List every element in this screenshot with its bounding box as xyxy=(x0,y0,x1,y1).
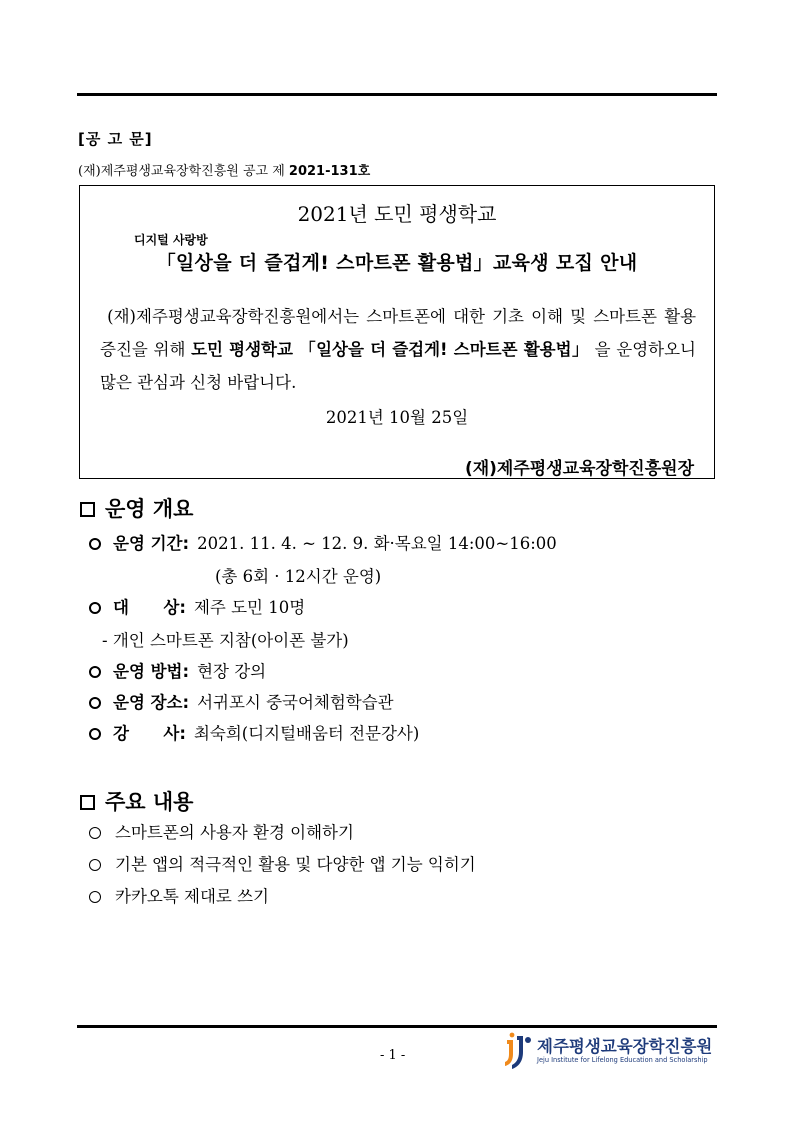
notice-number-value: 2021-131호 xyxy=(288,164,371,179)
section-contents-heading xyxy=(80,786,193,816)
box-small-label: 디지털 사랑방 xyxy=(134,233,208,247)
overview-target-row xyxy=(89,594,305,618)
list-item xyxy=(89,819,354,843)
list-item xyxy=(89,851,476,875)
top-rule xyxy=(77,93,717,96)
logo-name: 제주평생교육장학진흥원 xyxy=(537,1037,713,1056)
lecturer-label: 강 사: xyxy=(113,724,186,743)
circle-bullet-icon xyxy=(89,891,101,903)
notice-number-prefix: (재)제주평생교육장학진흥원 공고 제 xyxy=(78,164,289,179)
circle-bullet-icon xyxy=(89,666,101,678)
period-value: 2021. 11. 4. ~ 12. 9. 화·목요일 14:00~16:00 xyxy=(197,534,557,553)
institute-logo xyxy=(503,1032,718,1072)
section-overview-title: 운영 개요 xyxy=(105,497,194,521)
circle-bullet-icon xyxy=(89,827,101,839)
overview-place-row xyxy=(89,689,394,713)
box-title: 2021년 도민 평생학교 xyxy=(297,202,497,226)
place-label: 운영 장소: xyxy=(113,693,190,712)
method-value: 현장 강의 xyxy=(197,662,267,681)
box-date: 2021년 10월 25일 xyxy=(325,408,469,427)
list-item xyxy=(89,883,269,907)
box-headline: 「일상을 더 즐겁게! 스마트폰 활용법」교육생 모집 안내 xyxy=(156,252,638,274)
box-body-text-2: 을 운영하오니 많은 관심과 신청 바랍니다. xyxy=(100,340,696,392)
method-label: 운영 방법: xyxy=(113,662,190,681)
overview-lecturer-row xyxy=(89,720,419,744)
notice-number xyxy=(78,160,370,179)
square-bullet-icon xyxy=(80,795,95,810)
bottom-rule xyxy=(77,1025,717,1028)
box-body-bold: 도민 평생학교 「일상을 더 즐겁게! 스마트폰 활용법」 xyxy=(191,340,589,359)
section-overview-heading xyxy=(80,493,193,523)
target-value: 제주 도민 10명 xyxy=(193,598,306,617)
place-value: 서귀포시 중국어체험학습관 xyxy=(197,693,394,712)
period-label: 운영 기간: xyxy=(113,534,190,553)
target-note: - 개인 스마트폰 지참(아이폰 불가) xyxy=(102,631,349,650)
logo-mark-icon xyxy=(503,1032,533,1070)
content-item-text: 카카오톡 제대로 쓰기 xyxy=(115,887,269,906)
circle-bullet-icon xyxy=(89,859,101,871)
overview-method-row xyxy=(89,658,266,682)
box-body-text-1: (재)제주평생교육장학진흥원에서는 스마트폰에 대한 기초 이해 및 스마트폰 활용 증진을 위해 xyxy=(100,307,697,359)
square-bullet-icon xyxy=(80,502,95,517)
period-note: (총 6회 · 12시간 운영) xyxy=(215,567,382,586)
content-item-text: 기본 앱의 적극적인 활용 및 다양한 앱 기능 익히기 xyxy=(115,855,476,874)
circle-bullet-icon xyxy=(89,538,101,550)
circle-bullet-icon xyxy=(89,697,101,709)
box-body xyxy=(100,300,696,399)
notice-label: [공 고 문] xyxy=(78,130,153,148)
circle-bullet-icon xyxy=(89,602,101,614)
logo-subtitle: Jeju Institute for Lifelong Education and Scholarship xyxy=(537,1056,708,1064)
overview-period-row xyxy=(89,530,557,554)
box-signature: (재)제주평생교육장학진흥원장 xyxy=(464,459,694,479)
circle-bullet-icon xyxy=(89,728,101,740)
section-contents-title: 주요 내용 xyxy=(105,790,194,814)
announcement-box xyxy=(79,185,715,479)
content-item-text: 스마트폰의 사용자 환경 이해하기 xyxy=(115,823,354,842)
lecturer-value: 최숙희(디지털배움터 전문강사) xyxy=(193,724,420,743)
target-label: 대 상: xyxy=(113,598,186,617)
page-number: - 1 - xyxy=(380,1048,406,1063)
